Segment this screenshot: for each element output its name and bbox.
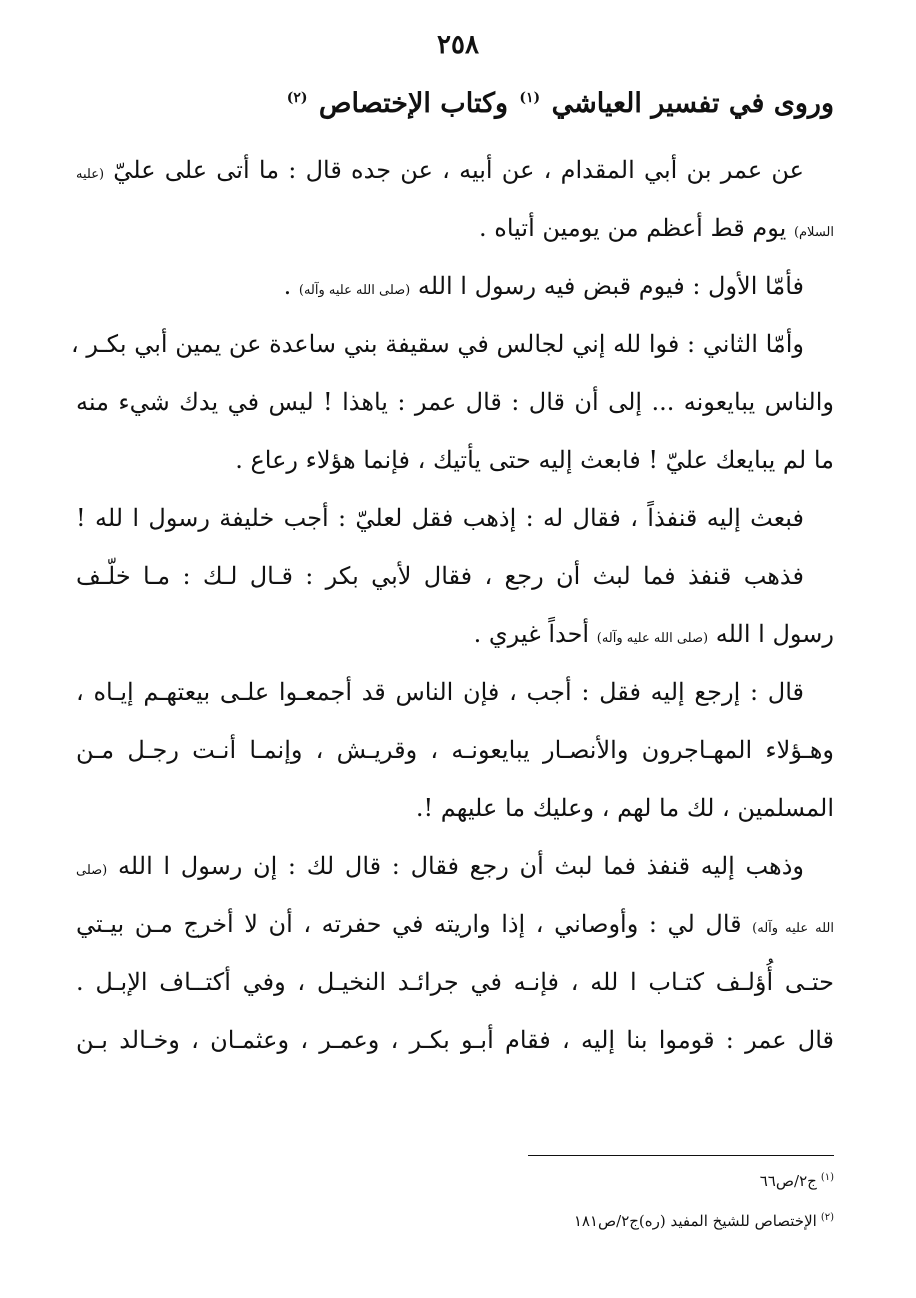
honorific-text: (صلى [76, 863, 108, 878]
footnote-ref-2: (٢) [286, 90, 308, 106]
honorific-text: (صلى الله عليه وآله) [596, 631, 709, 646]
text-line: وهـؤلاء المهـاجرون والأنصـار يبايعونـه ، وقريـش ، وإنمـا أنـت رجـل مـن [76, 736, 835, 764]
footnote [234, 1172, 834, 1190]
line-text: أحداً غيري . [473, 620, 590, 648]
heading-text-2: وكتاب الإختصاص [318, 88, 508, 119]
honorific-text: الله عليه وآله) [752, 921, 834, 936]
text-line: ما لم يبايعك عليّ ! فابعث إليه حتى يأتيك ، فإنما هؤلاء رعاع . [235, 446, 834, 474]
heading-text-1: وروى في تفسير العياشي [551, 88, 834, 119]
text-line [76, 610, 834, 658]
footnote-marker: (١) [820, 1172, 834, 1183]
line-text: رسول ا الله [715, 620, 834, 648]
text-line [76, 900, 834, 948]
text-line: والناس يبايعونه ... إلى أن قال : قال عمر : ياهذا ! ليس في يدك شيء منه [76, 388, 834, 416]
line-text: وذهب إليه قنفذ فما لبث أن رجع فقال : قال لك : إن رسول ا الله [117, 852, 804, 880]
honorific-text: (صلى الله عليه وآله) [298, 283, 411, 298]
line-text: يوم قط أعظم من يومين أتياه . [479, 214, 787, 242]
text-line [76, 146, 804, 194]
text-line: قال : إرجع إليه فقل : أجب ، فإن الناس قد أجمعـوا علـى بيعتهـم إيـاه ، [76, 678, 804, 706]
text-line: وأمّا الثاني : فوا لله إني لجالس في سقيفة بني ساعدة عن يمين أبي بكـر ، [71, 330, 804, 358]
line-text: فأمّا الأول : فيوم قبض فيه رسول ا الله [417, 272, 804, 300]
line-text: عن عمر بن أبي المقدام ، عن أبيه ، عن جده قال : ما أتى على عليّ [113, 156, 805, 184]
footnote [234, 1212, 834, 1230]
text-line: فبعث إليه قنفذاً ، فقال له : إذهب فقل لعليّ : أجب خليفة رسول ا لله ! [76, 504, 804, 532]
line-text: . [283, 272, 292, 300]
line-text: قال لي : وأوصاني ، إذا واريته في حفرته ، أن لا أخرج مـن بيـتي [76, 910, 742, 938]
text-line: حتـى أُؤلـف كتـاب ا لله ، فإنـه في جرائـد النخيـل ، وفي أكتــاف الإبـل . [76, 968, 834, 996]
text-line [76, 842, 804, 890]
text-line [76, 262, 804, 310]
footnote-divider [528, 1155, 834, 1156]
text-line: فذهب قنفذ فما لبث أن رجع ، فقال لأبي بكر : قـال لـك : مـا خلّـف [76, 562, 804, 590]
honorific-text: السلام) [793, 225, 834, 240]
text-line: المسلمين ، لك ما لهم ، وعليك ما عليهم !. [415, 794, 834, 822]
text-line: قال عمر : قوموا بنا إليه ، فقام أبـو بكـر ، وعمـر ، وعثمـان ، وخـالد بـن [76, 1026, 834, 1054]
footnote-text: الإختصاص للشيخ المفيد (ره)ج٢/ص١٨١ [573, 1212, 817, 1230]
page-number: ٢٥٨ [437, 30, 479, 60]
footnote-ref-1: (١) [519, 90, 541, 106]
footnote-text: ج٢/ص٦٦ [759, 1172, 817, 1190]
footnote-marker: (٢) [820, 1212, 834, 1223]
honorific-text: (عليه [76, 167, 105, 182]
section-heading [74, 88, 834, 119]
text-line [76, 204, 834, 252]
